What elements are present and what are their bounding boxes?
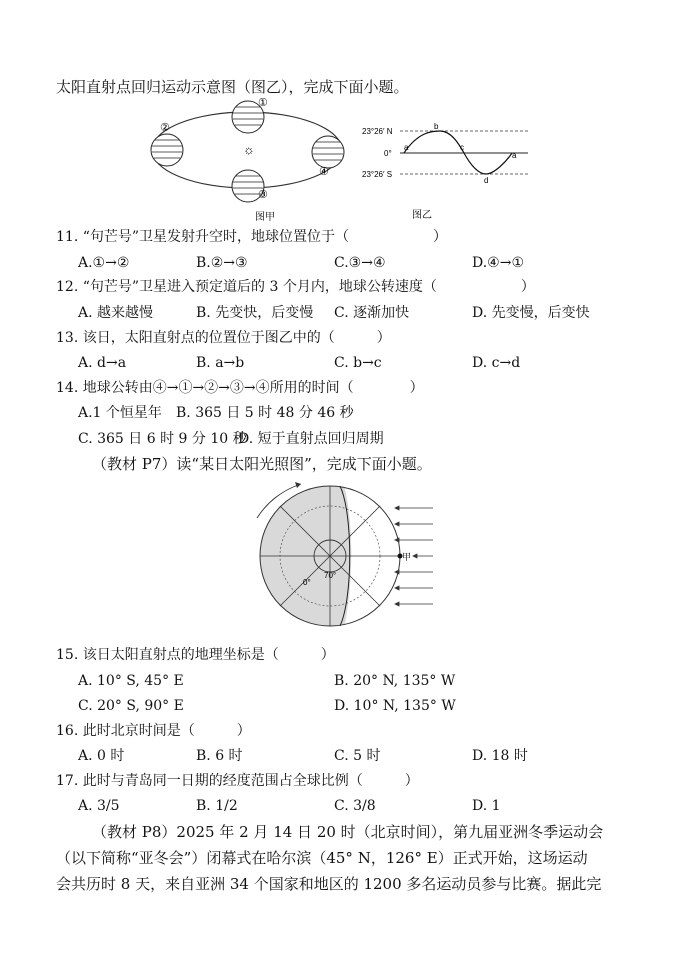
orbit-label-1: ① bbox=[258, 98, 268, 109]
q16-option-c: C. 5 时 bbox=[334, 748, 381, 764]
earth-position-4 bbox=[312, 136, 344, 168]
question-14: 14. 地球公转由④→①→②→③→④所用的时间（ ） bbox=[56, 380, 424, 396]
orbit-figure bbox=[140, 98, 360, 223]
q13-option-a: A. d→a bbox=[78, 355, 127, 371]
point-a-end: a bbox=[512, 151, 517, 160]
q12-option-d: D. 先变慢，后变快 bbox=[472, 305, 590, 321]
point-a-start: a bbox=[404, 143, 409, 152]
q11-option-a: A.①→② bbox=[78, 255, 130, 271]
point-c: c bbox=[460, 143, 464, 152]
intro-text-2: （教材 P7）读“某日太阳光照图”，完成下面小题。 bbox=[92, 455, 432, 473]
q13-option-c: C. b→c bbox=[334, 355, 382, 371]
intro-text: 太阳直射点回归运动示意图（图乙），完成下面小题。 bbox=[56, 78, 409, 96]
q17-option-c: C. 3/8 bbox=[334, 798, 376, 814]
q11-option-d: D.④→① bbox=[472, 255, 525, 271]
point-b: b bbox=[434, 122, 439, 131]
point-d: d bbox=[484, 176, 489, 185]
q16-option-a: A. 0 时 bbox=[78, 748, 125, 764]
orbit-label-2: ② bbox=[160, 122, 170, 134]
lat-south-label: 23°26′ S bbox=[362, 170, 393, 179]
q11-option-b: B.②→③ bbox=[196, 255, 248, 271]
question-13: 13. 该日，太阳直射点的位置位于图乙中的（ ） bbox=[56, 330, 391, 346]
q15-option-a: A. 10° S, 45° E bbox=[78, 673, 184, 689]
q14-option-a: A.1 个恒星年 bbox=[78, 405, 162, 421]
q17-option-a: A. 3/5 bbox=[78, 798, 120, 814]
orbit-label-4: ④ bbox=[319, 166, 329, 178]
q15-option-b: B. 20° N, 135° W bbox=[334, 673, 456, 689]
point-jia-label: 甲 bbox=[402, 552, 412, 562]
question-12: 12. “句芒号”卫星进入预定道后的 3 个月内，地球公转速度（ ） bbox=[56, 279, 535, 295]
question-17: 17. 此时与青岛同一日期的经度范围占全球比例（ ） bbox=[56, 773, 419, 789]
q12-option-a: A. 越来越慢 bbox=[78, 305, 154, 321]
question-16: 16. 此时北京时间是（ ） bbox=[56, 723, 251, 739]
q16-option-b: B. 6 时 bbox=[196, 748, 243, 764]
figure-caption-yi: 图乙 bbox=[412, 210, 432, 221]
passage-line-1: （教材 P8）2025 年 2 月 14 日 20 时（北京时间），第九届亚洲冬季运动会 bbox=[92, 823, 604, 841]
lat-equator-label: 0° bbox=[384, 149, 392, 158]
migration-figure bbox=[360, 122, 532, 222]
question-11: 11. “句芒号”卫星发射升空时，地球位置位于（ ） bbox=[56, 229, 448, 245]
earth-position-2 bbox=[151, 134, 183, 166]
q13-option-d: D. c→d bbox=[472, 355, 521, 371]
q12-option-c: C. 逐渐加快 bbox=[334, 305, 410, 321]
q14-option-c: C. 365 日 6 时 9 分 10 秒 bbox=[78, 431, 247, 447]
passage-line-2: （以下简称“亚冬会”）闭幕式在哈尔滨（45° N，126° E）正式开始，这场运动 bbox=[56, 849, 588, 867]
q14-option-b: B. 365 日 5 时 48 分 46 秒 bbox=[176, 405, 354, 421]
lon-0-label: 0° bbox=[303, 578, 311, 587]
q11-option-c: C.③→④ bbox=[334, 255, 386, 271]
q12-option-b: B. 先变快，后变慢 bbox=[196, 305, 314, 321]
question-15: 15. 该日太阳直射点的地理坐标是（ ） bbox=[56, 647, 335, 663]
q13-option-b: B. a→b bbox=[196, 355, 245, 371]
lat-north-label: 23°26′ N bbox=[362, 127, 393, 136]
q15-option-d: D. 10° N, 135° W bbox=[334, 698, 456, 714]
q14-option-d: D. 短于直射点回归周期 bbox=[238, 431, 384, 447]
passage-line-3: 会共历时 8 天，来自亚洲 34 个国家和地区的 1200 多名运动员参与比赛。据此完 bbox=[56, 875, 602, 893]
orbit-label-3: ③ bbox=[258, 189, 268, 201]
sun-symbol: ☼ bbox=[243, 142, 255, 157]
sunlight-figure bbox=[245, 478, 445, 638]
q17-option-d: D. 1 bbox=[472, 798, 501, 814]
q15-option-c: C. 20° S, 90° E bbox=[78, 698, 184, 714]
lat-70-label: 70° bbox=[324, 571, 337, 580]
figure-caption-jia: 图甲 bbox=[255, 212, 275, 223]
q17-option-b: B. 1/2 bbox=[196, 798, 238, 814]
q16-option-d: D. 18 时 bbox=[472, 748, 528, 764]
